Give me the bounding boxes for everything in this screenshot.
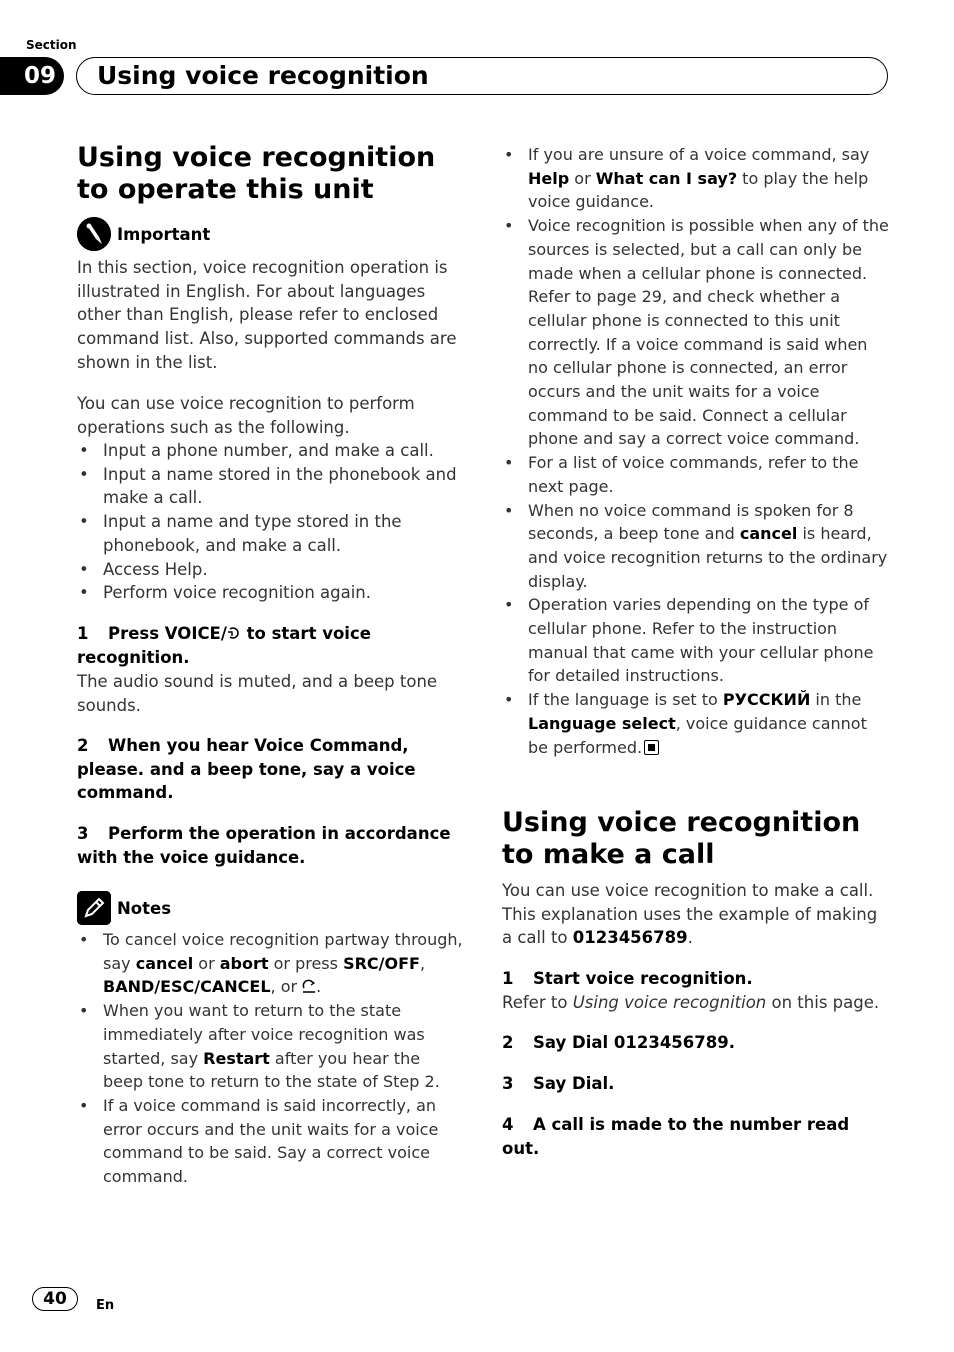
list-item: • If the language is set to РУССКИЙ in the Language select, voice guidance cannot be performed. [502, 688, 890, 759]
call-step-1: 1 Start voice recognition. [502, 967, 890, 991]
step-number: 3 [77, 824, 89, 843]
section-label: Section [26, 38, 77, 52]
section-number-tab: 09 [0, 57, 64, 95]
call-step-1-body: Refer to Using voice recognition on this page. [502, 993, 880, 1012]
step-1-body: The audio sound is muted, and a beep tone sounds. [77, 672, 438, 715]
step-number: 4 [502, 1115, 514, 1134]
list-item: • Access Help. [77, 558, 463, 582]
step-number: 2 [77, 736, 89, 755]
list-item: • Voice recognition is possible when any of the sources is selected, but a call can only be made when a cellular phone is connected. Refer to page 29, and check whether a cellular phone is connected to this unit correctly. If a voice command is said when no cellular phone is connected, an error occurs and the unit waits for a voice command to be said. Connect a cellular phone and say a correct voice command. [502, 214, 890, 451]
list-item: • Operation varies depending on the type of cellular phone. Refer to the instruction manual that came with your cellular phone for detailed instructions. [502, 593, 890, 688]
section-heading-operate: Using voice recognition to operate this unit [77, 142, 436, 205]
notes-callout [77, 890, 171, 926]
back-icon [302, 976, 316, 990]
important-text: In this section, voice recognition operation is illustrated in English. For about languages other than English, please refer to enclosed command list. Also, supported commands are shown in the list. [77, 258, 457, 372]
end-mark-icon [644, 740, 659, 755]
notes-label: Notes [117, 898, 172, 918]
important-icon [77, 217, 111, 251]
list-item: • Input a name stored in the phonebook and make a call. [77, 463, 463, 510]
step-1: 1 Press VOICE/ to start voice recognition. [77, 624, 371, 667]
page-title: Using voice recognition [97, 61, 429, 90]
call-step-2: 2 Say Dial 0123456789. [502, 1031, 890, 1055]
list-item: • To cancel voice recognition partway through, say cancel or abort or press SRC/OFF, BAND/ESC/CANCEL, or . [77, 928, 463, 999]
list-item: • Perform voice recognition again. [77, 581, 463, 605]
step-number: 2 [502, 1033, 514, 1052]
important-label: Important [117, 224, 211, 244]
step-2: 2 When you hear Voice Command, please. and a beep tone, say a voice command. [77, 736, 416, 803]
step-number: 1 [77, 624, 89, 643]
list-item: • If a voice command is said incorrectly, an error occurs and the unit waits for a voice command to be said. Say a correct voice command. [77, 1094, 463, 1189]
notes-list [77, 928, 463, 1189]
page-number: 40 [32, 1287, 78, 1311]
list-item: • Input a phone number, and make a call. [77, 439, 463, 463]
step-number: 3 [502, 1074, 514, 1093]
important-callout [77, 216, 210, 252]
list-item: • When you want to return to the state immediately after voice recognition was started, say Restart after you hear the beep tone to return to the state of Step 2. [77, 999, 463, 1094]
call-step-4: 4 A call is made to the number read out. [502, 1115, 850, 1158]
feature-list [77, 439, 463, 605]
step-number: 1 [502, 969, 514, 988]
voice-icon [227, 623, 241, 637]
list-item: • If you are unsure of a voice command, say Help or What can I say? to play the help voice guidance. [502, 143, 890, 214]
section-heading-make-call: Using voice recognition to make a call [502, 807, 861, 870]
language-code: En [96, 1298, 115, 1313]
step-3: 3 Perform the operation in accordance with the voice guidance. [77, 824, 451, 867]
list-item: • When no voice command is spoken for 8 seconds, a beep tone and cancel is heard, and voice recognition returns to the ordinary display. [502, 499, 890, 594]
intro-paragraph: You can use voice recognition to perform operations such as the following. [77, 394, 415, 437]
list-item: • For a list of voice commands, refer to the next page. [502, 451, 890, 498]
make-call-intro: You can use voice recognition to make a call. This explanation uses the example of making a call to 0123456789. [502, 881, 878, 948]
voice-notes-list [502, 143, 890, 759]
list-item: • Input a name and type stored in the phonebook, and make a call. [77, 510, 463, 557]
call-step-3: 3 Say Dial. [502, 1072, 890, 1096]
pencil-icon [77, 891, 111, 925]
